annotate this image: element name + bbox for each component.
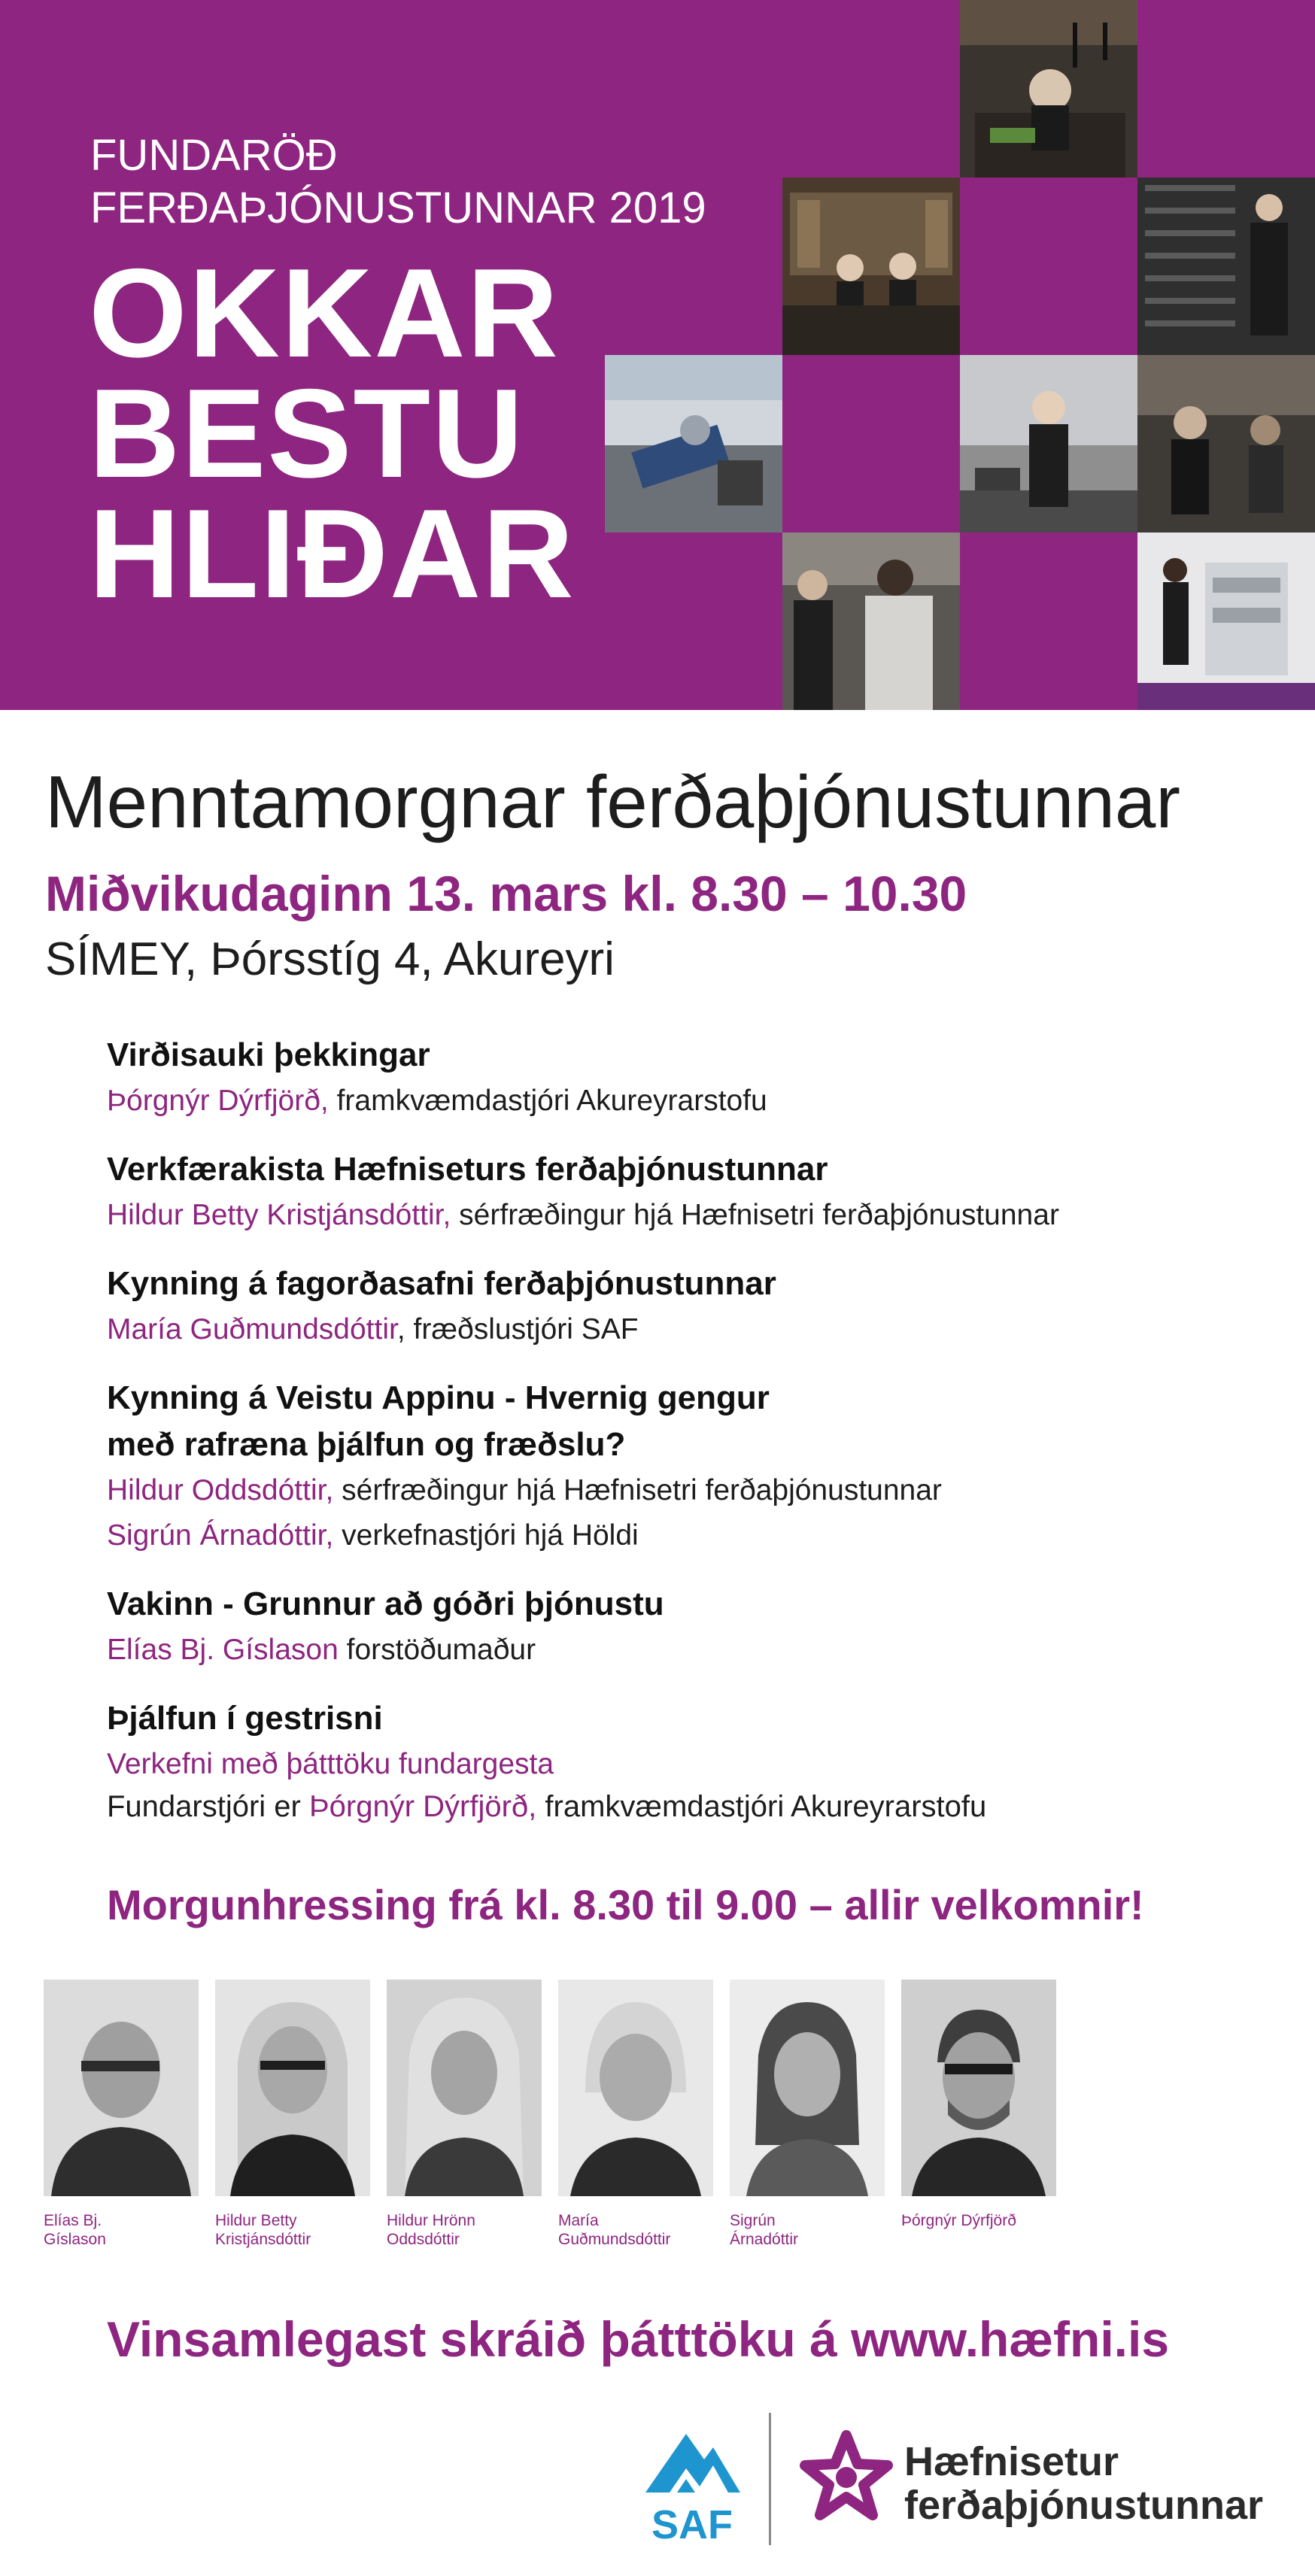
portrait-caption bbox=[901, 2211, 1056, 2230]
program-item-title: Kynning á fagorðasafni ferðaþjónustunnar bbox=[107, 1265, 776, 1302]
program-item-title: Verkfærakista Hæfniseturs ferðaþjónustunnar bbox=[107, 1151, 828, 1188]
speaker-line bbox=[107, 1193, 1280, 1238]
speaker-line bbox=[107, 1307, 1280, 1352]
event-date: Miðvikudaginn 13. mars kl. 8.30 – 10.30 bbox=[45, 866, 967, 921]
photo-reception-desk bbox=[782, 177, 960, 355]
caption-line-1: Elías Bj. bbox=[44, 2212, 102, 2229]
hero-banner bbox=[0, 0, 1315, 710]
portrait-sigrun bbox=[730, 1980, 885, 2249]
series-title bbox=[90, 129, 706, 235]
headline-line-2: BESTU bbox=[89, 363, 525, 504]
chair-name: Þórgnýr Dýrfjörð, bbox=[308, 1790, 537, 1823]
photo-housekeeping-cart bbox=[1137, 532, 1315, 710]
program-item-title: Kynning á Veistu Appinu - Hvernig gengur bbox=[107, 1379, 770, 1416]
portrait-caption bbox=[387, 2211, 542, 2249]
caption-line-1: Sigrún bbox=[730, 2212, 776, 2229]
speaker-role: forstöðumaður bbox=[338, 1634, 536, 1666]
portrait-maria bbox=[558, 1980, 713, 2249]
portrait-thorgnyr bbox=[901, 1980, 1056, 2230]
speaker-name: María Guðmundsdóttir bbox=[107, 1313, 397, 1346]
caption-line-2: Árnadóttir bbox=[730, 2231, 799, 2248]
registration-note: Vinsamlegast skráið þátttöku á www.hæfni.is bbox=[107, 2311, 1170, 2367]
portrait-photo bbox=[558, 1980, 713, 2196]
portrait-hildur-betty bbox=[215, 1980, 370, 2249]
series-line-2: FERÐAÞJÓNUSTUNNAR 2019 bbox=[90, 184, 706, 232]
meeting-chair bbox=[107, 1790, 986, 1824]
speaker-line bbox=[107, 1468, 1280, 1513]
portrait-photo bbox=[215, 1980, 370, 2196]
program-item bbox=[107, 1581, 1280, 1673]
footer-logos bbox=[639, 2413, 1264, 2548]
saf-text: SAF bbox=[651, 2502, 733, 2547]
program-item-title: Þjálfun í gestrisni bbox=[107, 1700, 383, 1737]
speaker-role: framkvæmdastjóri Akureyrarstofu bbox=[328, 1085, 767, 1117]
caption-line-2: Oddsdóttir bbox=[387, 2231, 460, 2248]
event-location: SÍMEY, Þórsstíg 4, Akureyri bbox=[45, 933, 615, 985]
event-title: Menntamorgnar ferðaþjónustunnar bbox=[45, 760, 1181, 843]
speaker-role: sérfræðingur hjá Hæfnisetri ferðaþjónustunnar bbox=[333, 1474, 942, 1506]
portrait-caption bbox=[44, 2211, 199, 2249]
portrait-caption bbox=[730, 2211, 885, 2249]
program-item-title: Virðisauki þekkingar bbox=[107, 1036, 430, 1073]
caption-line-2: Guðmundsdóttir bbox=[558, 2231, 671, 2248]
portrait-photo bbox=[44, 1980, 199, 2196]
portrait-caption bbox=[215, 2211, 370, 2249]
series-line-1: FUNDARÖÐ bbox=[90, 131, 338, 180]
caption-line-2: Kristjánsdóttir bbox=[215, 2231, 311, 2248]
portrait-photo bbox=[901, 1980, 1056, 2196]
caption-line-1: María bbox=[558, 2212, 599, 2229]
program-item-title: Vakinn - Grunnur að góðri þjónustu bbox=[107, 1585, 664, 1622]
speaker-name: Þórgnýr Dýrfjörð, bbox=[107, 1085, 329, 1117]
chair-prefix: Fundarstjóri er bbox=[107, 1790, 309, 1823]
program-item bbox=[107, 1695, 1280, 1787]
portrait-elias bbox=[44, 1980, 199, 2249]
photo-chef-plating bbox=[960, 0, 1137, 177]
photo-airport-baggage bbox=[605, 355, 782, 532]
saf-logo bbox=[639, 2413, 745, 2548]
program-item-title-line-2: með rafræna þjálfun og fræðslu? bbox=[107, 1426, 626, 1463]
portrait-photo bbox=[730, 1980, 885, 2196]
speaker-line bbox=[107, 1079, 1280, 1124]
caption-line-2: Gíslason bbox=[44, 2231, 106, 2248]
photo-guests-checkin bbox=[782, 532, 960, 710]
headline bbox=[89, 242, 576, 624]
speaker-role: sérfræðingur hjá Hæfnisetri ferðaþjónustunnar bbox=[451, 1199, 1059, 1231]
speaker-line bbox=[107, 1513, 1280, 1558]
portrait-hildur-hronn bbox=[387, 1980, 542, 2249]
photo-busy-bar bbox=[1137, 355, 1315, 532]
portrait-photo bbox=[387, 1980, 542, 2196]
photo-wine-cellar bbox=[1137, 177, 1315, 355]
speaker-line bbox=[107, 1742, 1280, 1787]
photo-waitress-restaurant bbox=[960, 355, 1137, 532]
program-list bbox=[107, 1032, 1280, 1810]
program-item bbox=[107, 1032, 1280, 1124]
speaker-name: Verkefni með þátttöku fundargesta bbox=[107, 1748, 554, 1780]
caption-line-1: Hildur Hrönn bbox=[387, 2212, 475, 2229]
speaker-line bbox=[107, 1628, 1280, 1673]
caption-line-1: Þórgnýr Dýrfjörð bbox=[901, 2212, 1016, 2229]
speaker-name: Sigrún Árnadóttir, bbox=[107, 1519, 334, 1552]
hf-line-2: ferðaþjónustunnar bbox=[904, 2483, 1264, 2528]
speaker-name: Hildur Oddsdóttir, bbox=[107, 1474, 334, 1506]
haefnisetur-logo-mark bbox=[797, 2428, 895, 2526]
logo-divider bbox=[769, 2413, 771, 2545]
program-item bbox=[107, 1261, 1280, 1352]
speaker-name: Elías Bj. Gíslason bbox=[107, 1634, 339, 1666]
speaker-role: verkefnastjóri hjá Höldi bbox=[333, 1519, 639, 1552]
haefnisetur-text bbox=[904, 2440, 1263, 2527]
morning-refreshment-note: Morgunhressing frá kl. 8.30 til 9.00 – allir velkomnir! bbox=[107, 1881, 1144, 1928]
star-icon bbox=[797, 2428, 895, 2526]
caption-line-1: Hildur Betty bbox=[215, 2212, 297, 2229]
headline-line-3: HLIÐAR bbox=[89, 483, 576, 624]
headline-line-1: OKKAR bbox=[89, 242, 560, 384]
program-item bbox=[107, 1375, 1280, 1558]
chair-role: framkvæmdastjóri Akureyrarstofu bbox=[536, 1790, 987, 1823]
portrait-caption bbox=[558, 2211, 713, 2249]
speaker-name: Hildur Betty Kristjánsdóttir, bbox=[107, 1199, 451, 1231]
program-item bbox=[107, 1146, 1280, 1238]
hf-line-1: Hæfnisetur bbox=[904, 2439, 1119, 2484]
speaker-role: , fræðslustjóri SAF bbox=[396, 1313, 639, 1346]
